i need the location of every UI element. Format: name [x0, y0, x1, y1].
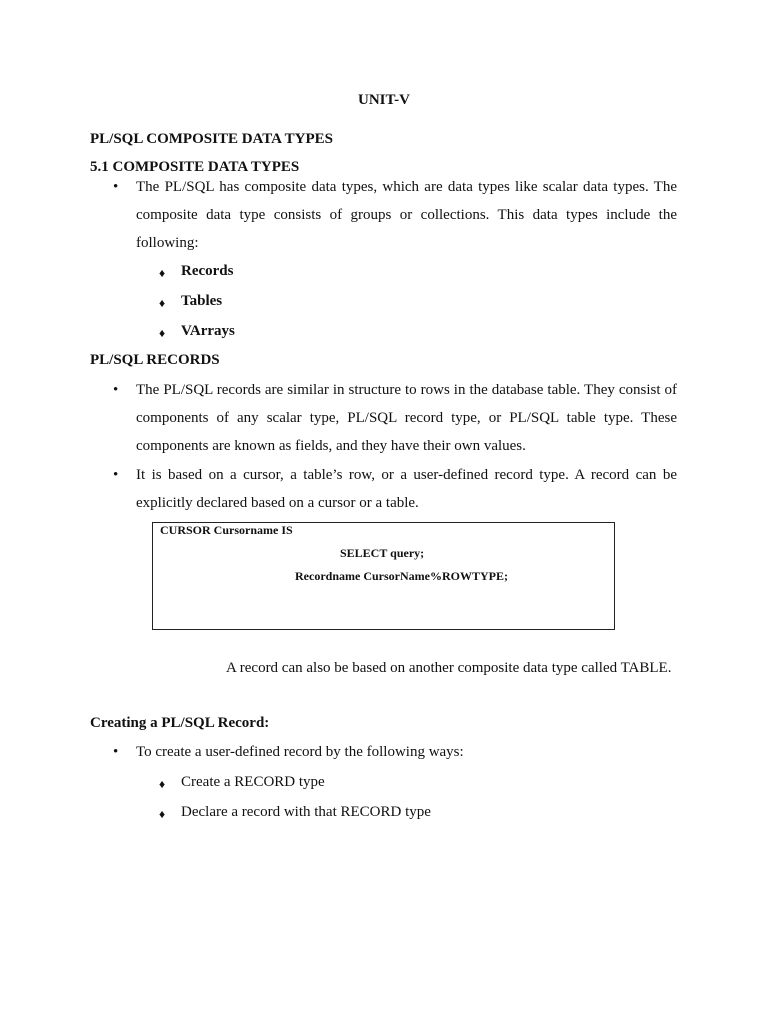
code-line-rowtype: Recordname CursorName%ROWTYPE;	[295, 569, 508, 583]
code-block	[152, 522, 615, 630]
creating-paragraph: To create a user-defined record by the following ways:	[136, 744, 464, 760]
diamond-bullet-icon: ♦	[159, 266, 166, 280]
code-line-select: SELECT query;	[340, 546, 425, 560]
table-note-paragraph: A record can also be based on another composite data type called TABLE.	[226, 660, 672, 676]
diamond-bullet-icon: ♦	[159, 807, 166, 821]
bullet-icon: •	[113, 467, 119, 483]
bullet-icon: •	[113, 744, 119, 760]
diamond-bullet-icon: ♦	[159, 777, 166, 791]
creating-heading: Creating a PL/SQL Record:	[90, 715, 270, 731]
list-item-create-record-type: Create a RECORD type	[181, 774, 325, 790]
code-line-cursor: CURSOR Cursorname IS	[160, 523, 293, 537]
page-title: UNIT-V	[358, 92, 410, 108]
intro-paragraph: The PL/SQL has composite data types, which are data types like scalar data types. The composite data type consists of groups or collections. This data types include the following:	[136, 179, 677, 251]
list-item-varrays: VArrays	[181, 323, 235, 339]
list-item-tables: Tables	[181, 293, 223, 309]
diamond-bullet-icon: ♦	[159, 326, 166, 340]
bullet-icon: •	[113, 382, 119, 398]
records-heading: PL/SQL RECORDS	[90, 352, 220, 368]
subsection-heading: 5.1 COMPOSITE DATA TYPES	[90, 159, 300, 175]
records-paragraph-2: It is based on a cursor, a table’s row, or a user-defined record type. A record can be explicitly declared based on a cursor or a table.	[136, 467, 677, 511]
list-item-records: Records	[181, 263, 234, 279]
diamond-bullet-icon: ♦	[159, 296, 166, 310]
bullet-icon: •	[113, 179, 119, 195]
list-item-declare-record: Declare a record with that RECORD type	[181, 804, 431, 820]
records-paragraph-1: The PL/SQL records are similar in structure to rows in the database table. They consist of components of any scalar type, PL/SQL record type, or PL/SQL table type. These components are known as fields, and they have their own values.	[136, 382, 677, 454]
section-heading: PL/SQL COMPOSITE DATA TYPES	[90, 131, 333, 147]
